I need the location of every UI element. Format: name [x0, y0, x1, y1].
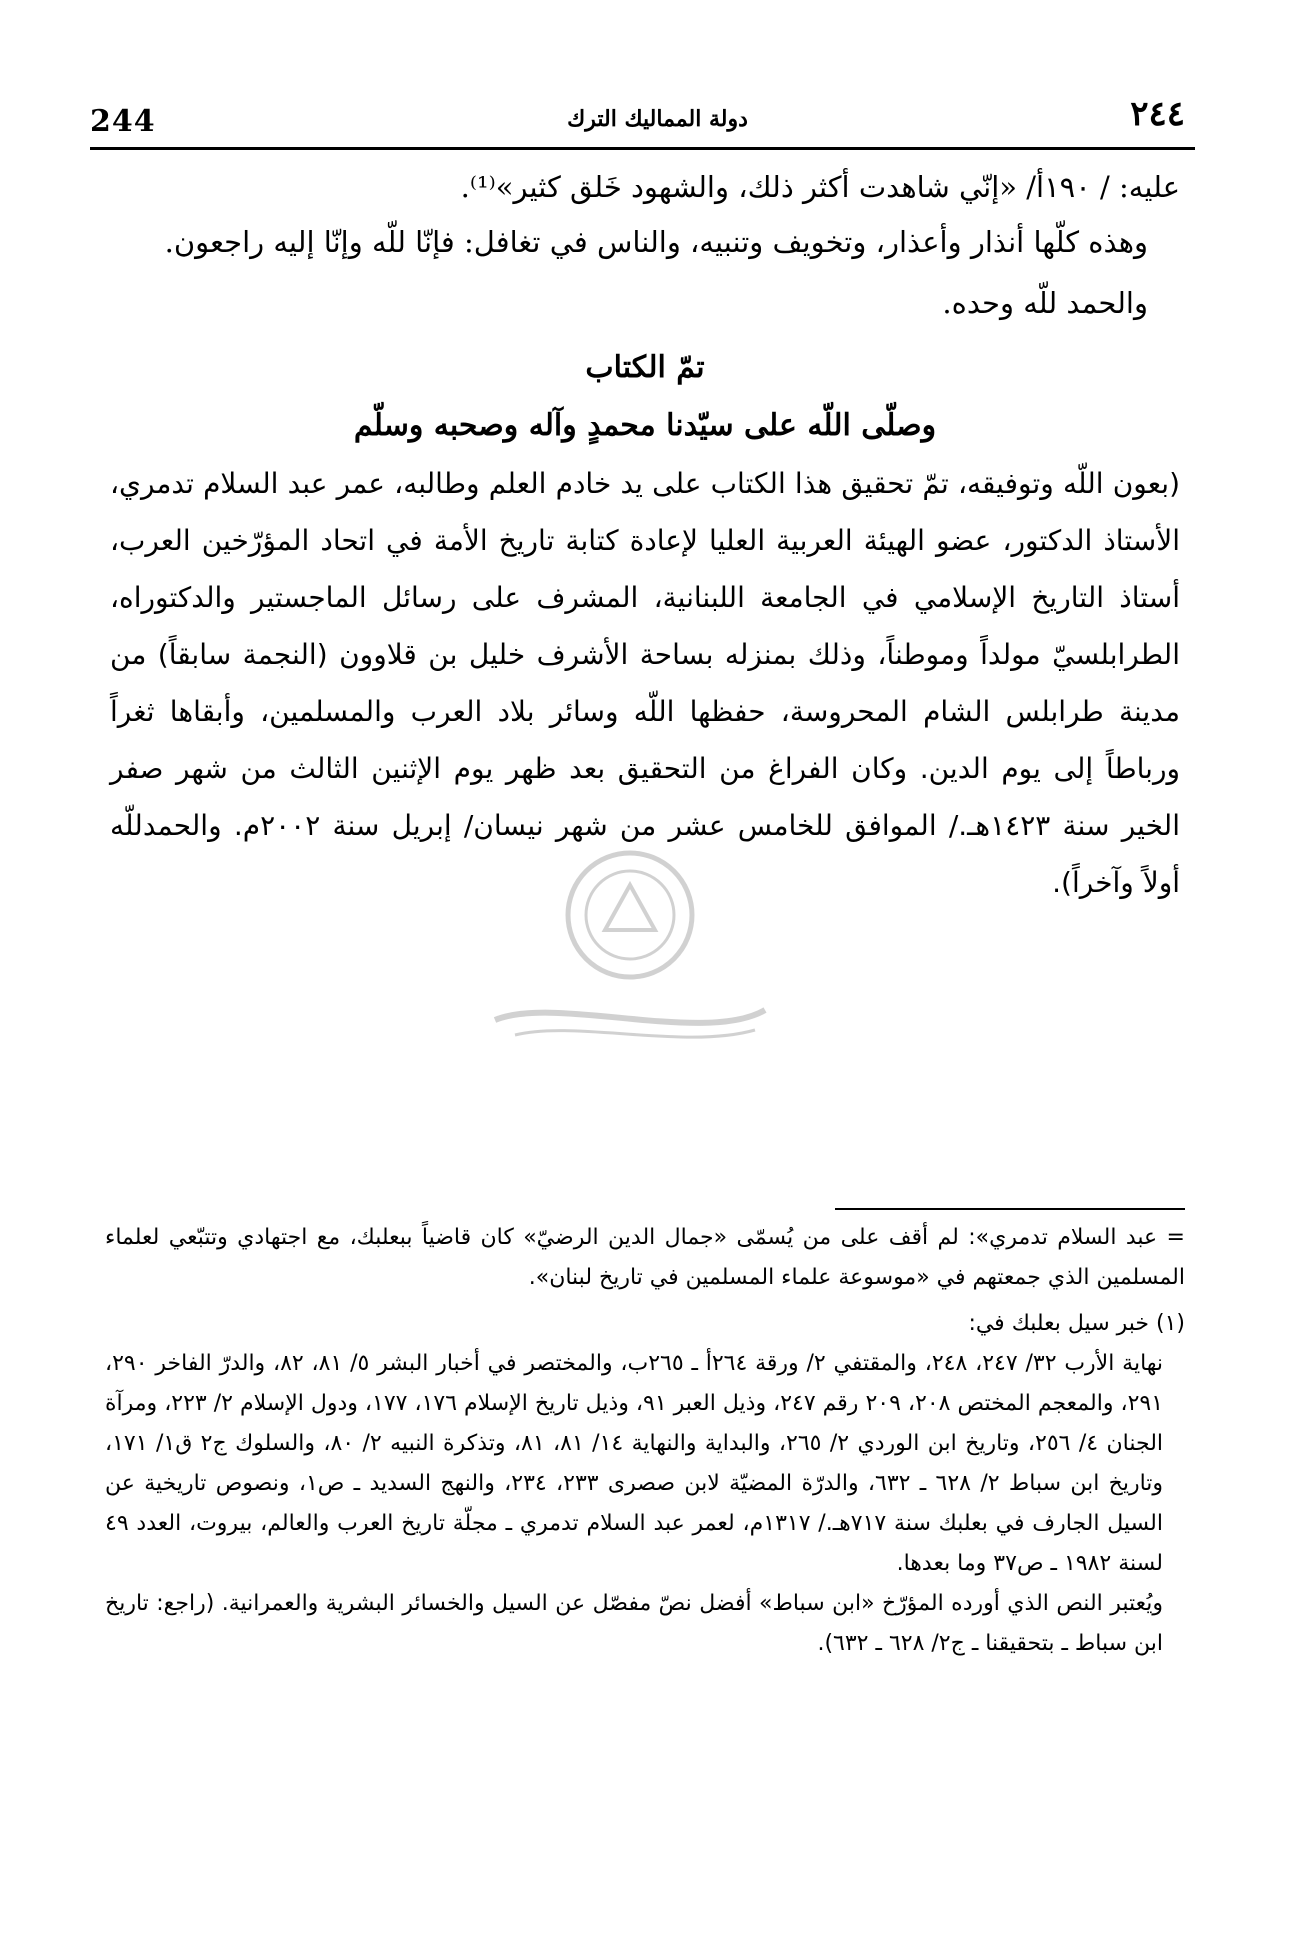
- heading-end-of-book: تمّ الكتاب: [585, 350, 705, 385]
- footnote-1-body: نهاية الأرب ٣٢/ ٢٤٧، ٢٤٨، والمقتفي ٢/ ورقة ٢٦٤أ ـ ٢٦٥ب، والمختصر في أخبار البشر ٥/ ٨١، ٨٢، والدرّ الفاخر ٢٩٠، ٢٩١، والمعجم المختص ٢٠٨، ٢٠٩ رقم ٢٤٧، وذيل العبر ٩١، وذيل تاريخ الإسلام ١٧٦، ١٧٧، ودول الإسلام ٢/ ٢٢٣، ومرآة الجنان ٤/ ٢٥٦، وتاريخ ابن الوردي ٢/ ٢٦٥، والبداية والنهاية ١٤/ ٨١، ٨١، وتذكرة النبيه ٢/ ٨٠، والسلوك ج٢ ق١/ ١٧١، وتاريخ ابن سباط ٢/ ٦٢٨ ـ ٦٣٢، والدرّة المضيّة لابن صصرى ٢٣٣، ٢٣٤، والنهج السديد ـ ص١، ونصوص تاريخية عن السيل الجارف في بعلبك سنة ٧١٧هـ./ ١٣١٧م، لعمر عبد السلام تدمري ـ مجلّة تاريخ العرب والعالم، بيروت، العدد ٤٩ لسنة ١٩٨٢ ـ ص٣٧ وما بعدها.: [105, 1351, 1164, 1576]
- text-line-1: عليه: / ١٩٠أ/ «إنّي شاهدت أكثر ذلك، والشهود خَلق كثير»⁽¹⁾.: [460, 170, 1180, 204]
- main-text: [110, 160, 1180, 911]
- page-number-arabic: ٢٤٤: [1130, 94, 1185, 134]
- heading-blessing: وصلّى اللّه على سيّدنا محمدٍ وآله وصحبه وسلّم: [353, 408, 937, 443]
- footnote-1-note: ويُعتبر النص الذي أورده المؤرّخ «ابن سباط» أفضل نصّ مفصّل عن السيل والخسائر البشرية والعمرانية. (راجع: تاريخ ابن سباط ـ بتحقيقنا ـ ج٢/ ٦٢٨ ـ ٦٣٢).: [105, 1591, 1163, 1656]
- colophon-paragraph: (بعون اللّه وتوفيقه، تمّ تحقيق هذا الكتاب على يد خادم العلم وطالبه، عمر عبد السلام تدمري، الأستاذ الدكتور، عضو الهيئة العربية العليا لإعادة كتابة تاريخ الأمة في اتحاد المؤرّخين العرب، أستاذ التاريخ الإسلامي في الجامعة اللبنانية، المشرف على رسائل الماجستير والدكتوراه، الطرابلسيّ مولداً وموطناً، وذلك بمنزله بساحة الأشرف خليل بن قلاوون (النجمة سابقاً) من مدينة طرابلس الشام المحروسة، حفظها اللّه وسائر بلاد العرب والمسلمين، وأبقاها ثغراً ورباطاً إلى يوم الدين. وكان الفراغ من التحقيق بعد ظهر يوم الإثنين الثالث من شهر صفر الخير سنة ١٤٢٣هـ./ الموافق للخامس عشر من شهر نيسان/ إبريل سنة ٢٠٠٢م. والحمدللّه أولاً وآخراً).: [110, 467, 1180, 899]
- running-title: دولة المماليك الترك: [567, 106, 748, 132]
- footnotes: [105, 1218, 1185, 1664]
- paragraph-2: وهذه كلّها أنذار وأعذار، وتخويف وتنبيه، والناس في تغافل: فإنّا للّه وإنّا إليه راجعون.: [164, 225, 1148, 259]
- running-header: [0, 92, 1315, 142]
- footnote-rule: [835, 1208, 1185, 1210]
- watermark-stamp-icon: [475, 835, 785, 1055]
- footnote-continuation: = عبد السلام تدمري»: لم أقف على من يُسمّى «جمال الدين الرضيّ» كان قاضياً ببعلبك، مع اجتهادي وتتبّعي لعلماء المسلمين الذي جمعتهم في «موسوعة علماء المسلمين في تاريخ لبنان».: [105, 1225, 1185, 1290]
- header-rule: [90, 147, 1195, 150]
- page-number-latin: 244: [90, 104, 156, 139]
- paragraph-3: والحمد للّه وحده.: [942, 286, 1148, 320]
- footnote-1-heading: (١) خبر سيل بعلبك في:: [968, 1311, 1185, 1336]
